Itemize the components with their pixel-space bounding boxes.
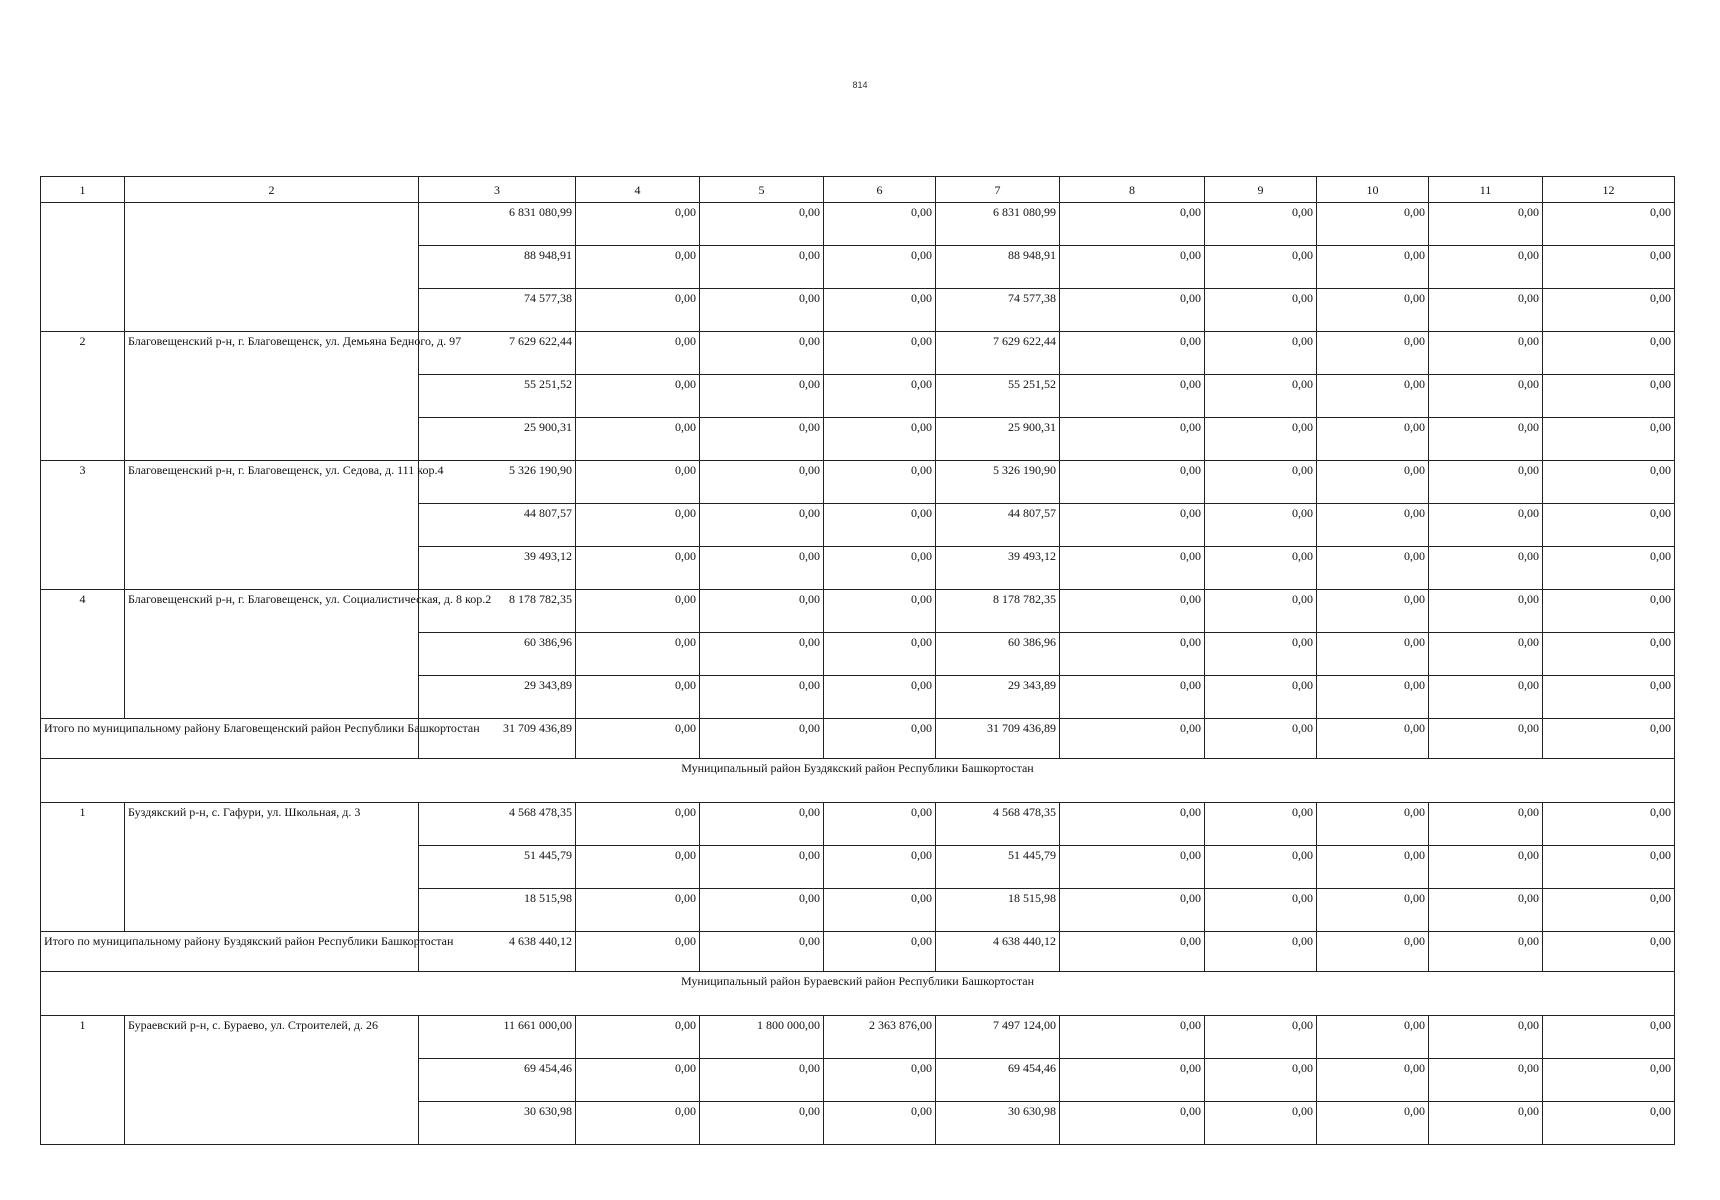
amount-cell: 0,00 [576,375,700,418]
total-amount-cell: 0,00 [1429,719,1543,759]
amount-cell: 0,00 [1317,1059,1429,1102]
amount-cell: 7 497 124,00 [936,1016,1060,1059]
amount-cell: 0,00 [1543,504,1675,547]
address-cell: Благовещенский р-н, г. Благовещенск, ул. Демьяна Бедного, д. 97 [125,332,419,461]
amount-cell: 0,00 [576,504,700,547]
amount-cell: 0,00 [824,547,936,590]
amount-cell: 0,00 [1543,889,1675,932]
column-number-header: 1 [41,177,125,203]
amount-cell: 0,00 [1429,203,1543,246]
amount-cell: 0,00 [576,246,700,289]
amount-cell: 0,00 [1205,633,1317,676]
total-amount-cell: 0,00 [824,932,936,972]
amount-cell: 0,00 [1317,1102,1429,1145]
column-number-header: 8 [1060,177,1205,203]
amount-cell: 0,00 [1429,590,1543,633]
amount-cell: 0,00 [824,889,936,932]
amount-cell: 0,00 [824,375,936,418]
amount-cell: 0,00 [576,418,700,461]
amount-cell: 0,00 [700,1059,824,1102]
total-amount-cell: 0,00 [1317,932,1429,972]
total-amount-cell: 0,00 [1429,932,1543,972]
amount-cell: 0,00 [1429,803,1543,846]
amount-cell: 55 251,52 [419,375,576,418]
amount-cell: 74 577,38 [419,289,576,332]
amount-cell: 4 568 478,35 [419,803,576,846]
amount-cell: 30 630,98 [419,1102,576,1145]
amount-cell: 0,00 [824,846,936,889]
amount-cell: 30 630,98 [936,1102,1060,1145]
amount-cell: 25 900,31 [936,418,1060,461]
row-index-cell [41,203,125,332]
amount-cell: 0,00 [1317,590,1429,633]
amount-cell: 88 948,91 [419,246,576,289]
amount-cell: 0,00 [700,332,824,375]
amount-cell: 0,00 [1317,246,1429,289]
amount-cell: 0,00 [1429,418,1543,461]
amount-cell: 0,00 [824,633,936,676]
amount-cell: 0,00 [1317,418,1429,461]
amount-cell: 6 831 080,99 [419,203,576,246]
amount-cell: 0,00 [1429,676,1543,719]
amount-cell: 0,00 [1060,803,1205,846]
amount-cell: 0,00 [576,633,700,676]
amount-cell: 88 948,91 [936,246,1060,289]
total-amount-cell: 0,00 [1205,932,1317,972]
amount-cell: 0,00 [1060,846,1205,889]
amount-cell: 0,00 [1317,289,1429,332]
amount-cell: 0,00 [576,846,700,889]
total-amount-cell: 0,00 [1543,932,1675,972]
amount-cell: 0,00 [1543,590,1675,633]
amount-cell: 60 386,96 [936,633,1060,676]
amount-cell: 0,00 [1543,203,1675,246]
column-number-header: 5 [700,177,824,203]
amount-cell: 0,00 [1205,246,1317,289]
column-number-header: 9 [1205,177,1317,203]
amount-cell: 0,00 [1429,1016,1543,1059]
amount-cell: 29 343,89 [936,676,1060,719]
amount-cell: 44 807,57 [419,504,576,547]
table-row [41,803,1675,846]
amount-cell: 0,00 [824,1059,936,1102]
district-total-row [41,932,1675,972]
amount-cell: 0,00 [1317,676,1429,719]
total-amount-cell: 0,00 [700,932,824,972]
amount-cell: 0,00 [824,803,936,846]
amount-cell: 0,00 [1429,332,1543,375]
amount-cell: 0,00 [1429,461,1543,504]
amount-cell: 0,00 [1543,1059,1675,1102]
amount-cell: 0,00 [576,1016,700,1059]
amount-cell: 74 577,38 [936,289,1060,332]
amount-cell: 0,00 [824,289,936,332]
amount-cell: 4 568 478,35 [936,803,1060,846]
amount-cell: 0,00 [700,246,824,289]
amount-cell: 0,00 [1060,332,1205,375]
amount-cell: 0,00 [1317,203,1429,246]
amount-cell: 51 445,79 [936,846,1060,889]
address-cell: Бураевский р-н, с. Бураево, ул. Строителей, д. 26 [125,1016,419,1145]
amount-cell: 0,00 [576,332,700,375]
column-number-header: 3 [419,177,576,203]
row-index-cell: 1 [41,803,125,932]
amount-cell: 0,00 [1543,332,1675,375]
total-amount-cell: 0,00 [576,719,700,759]
amount-cell: 0,00 [1060,1102,1205,1145]
amount-cell: 0,00 [576,203,700,246]
table-row [41,1016,1675,1059]
amount-cell: 0,00 [1543,246,1675,289]
amount-cell: 0,00 [1429,889,1543,932]
amount-cell: 0,00 [1543,1016,1675,1059]
amount-cell: 0,00 [1317,846,1429,889]
amount-cell: 2 363 876,00 [824,1016,936,1059]
amount-cell: 0,00 [1543,547,1675,590]
amount-cell: 0,00 [1317,547,1429,590]
amount-cell: 0,00 [1060,375,1205,418]
amount-cell: 0,00 [700,461,824,504]
amount-cell: 0,00 [1205,547,1317,590]
amount-cell: 0,00 [824,1102,936,1145]
amount-cell: 0,00 [1205,332,1317,375]
row-index-cell: 4 [41,590,125,719]
amount-cell: 0,00 [700,547,824,590]
amount-cell: 29 343,89 [419,676,576,719]
amount-cell: 0,00 [576,803,700,846]
amount-cell: 0,00 [700,846,824,889]
amount-cell: 0,00 [1060,504,1205,547]
amount-cell: 6 831 080,99 [936,203,1060,246]
column-number-header: 11 [1429,177,1543,203]
amount-cell: 0,00 [1205,590,1317,633]
address-cell: Буздякский р-н, с. Гафури, ул. Школьная, д. 3 [125,803,419,932]
amount-cell: 0,00 [1543,846,1675,889]
amount-cell: 11 661 000,00 [419,1016,576,1059]
amount-cell: 0,00 [576,1059,700,1102]
amount-cell: 7 629 622,44 [419,332,576,375]
total-amount-cell: 0,00 [576,932,700,972]
amount-cell: 0,00 [1543,375,1675,418]
column-number-header: 10 [1317,177,1429,203]
amount-cell: 0,00 [700,289,824,332]
amount-cell: 0,00 [1543,289,1675,332]
total-amount-cell: 0,00 [1060,719,1205,759]
amount-cell: 8 178 782,35 [936,590,1060,633]
amount-cell: 0,00 [700,504,824,547]
amount-cell: 0,00 [700,590,824,633]
column-number-header: 2 [125,177,419,203]
table-row [41,590,1675,633]
amount-cell: 0,00 [1543,1102,1675,1145]
amount-cell: 0,00 [1060,633,1205,676]
amount-cell: 0,00 [1205,461,1317,504]
amount-cell: 0,00 [1205,1059,1317,1102]
amount-cell: 0,00 [700,803,824,846]
total-amount-cell: 0,00 [1060,932,1205,972]
budget-table [40,176,1675,1145]
amount-cell: 0,00 [1543,461,1675,504]
column-number-header: 6 [824,177,936,203]
amount-cell: 0,00 [700,1102,824,1145]
amount-cell: 0,00 [1060,461,1205,504]
amount-cell: 0,00 [576,1102,700,1145]
amount-cell: 0,00 [1543,418,1675,461]
amount-cell: 0,00 [700,633,824,676]
district-section-title: Муниципальный район Буздякский район Республики Башкортостан [41,759,1675,803]
table-header-row [41,177,1675,203]
amount-cell: 0,00 [1429,547,1543,590]
table-row [41,461,1675,504]
amount-cell: 0,00 [824,676,936,719]
amount-cell: 0,00 [824,332,936,375]
amount-cell: 0,00 [824,504,936,547]
amount-cell: 0,00 [576,547,700,590]
address-cell: Благовещенский р-н, г. Благовещенск, ул. Седова, д. 111 кор.4 [125,461,419,590]
amount-cell: 0,00 [824,590,936,633]
amount-cell: 0,00 [1429,846,1543,889]
table-row [41,332,1675,375]
district-total-label: Итого по муниципальному району Благовещенский район Республики Башкортостан [41,719,419,759]
amount-cell: 0,00 [700,676,824,719]
total-amount-cell: 4 638 440,12 [419,932,576,972]
amount-cell: 18 515,98 [936,889,1060,932]
row-index-cell: 2 [41,332,125,461]
amount-cell: 0,00 [576,889,700,932]
amount-cell: 0,00 [1205,375,1317,418]
amount-cell: 0,00 [1429,289,1543,332]
table-row [41,203,1675,246]
amount-cell: 51 445,79 [419,846,576,889]
amount-cell: 8 178 782,35 [419,590,576,633]
amount-cell: 0,00 [1317,889,1429,932]
amount-cell: 7 629 622,44 [936,332,1060,375]
address-cell: Благовещенский р-н, г. Благовещенск, ул. Социалистическая, д. 8 кор.2 [125,590,419,719]
amount-cell: 0,00 [1205,1016,1317,1059]
amount-cell: 0,00 [1060,203,1205,246]
amount-cell: 0,00 [1060,246,1205,289]
district-section-row [41,972,1675,1016]
amount-cell: 0,00 [1429,246,1543,289]
amount-cell: 0,00 [1317,461,1429,504]
amount-cell: 25 900,31 [419,418,576,461]
row-index-cell: 3 [41,461,125,590]
amount-cell: 0,00 [1060,289,1205,332]
row-index-cell: 1 [41,1016,125,1145]
amount-cell: 5 326 190,90 [419,461,576,504]
amount-cell: 0,00 [700,203,824,246]
total-amount-cell: 0,00 [1205,719,1317,759]
total-amount-cell: 4 638 440,12 [936,932,1060,972]
amount-cell: 0,00 [576,289,700,332]
amount-cell: 0,00 [1060,590,1205,633]
amount-cell: 0,00 [700,418,824,461]
amount-cell: 44 807,57 [936,504,1060,547]
amount-cell: 0,00 [1317,504,1429,547]
amount-cell: 0,00 [1429,1059,1543,1102]
total-amount-cell: 31 709 436,89 [936,719,1060,759]
amount-cell: 0,00 [1205,889,1317,932]
total-amount-cell: 0,00 [1543,719,1675,759]
amount-cell: 0,00 [1060,1059,1205,1102]
amount-cell: 0,00 [1205,1102,1317,1145]
amount-cell: 18 515,98 [419,889,576,932]
amount-cell: 0,00 [1429,1102,1543,1145]
amount-cell: 0,00 [1060,889,1205,932]
amount-cell: 0,00 [824,246,936,289]
column-number-header: 4 [576,177,700,203]
address-cell [125,203,419,332]
amount-cell: 39 493,12 [419,547,576,590]
district-total-label: Итого по муниципальному району Буздякский район Республики Башкортостан [41,932,419,972]
amount-cell: 69 454,46 [419,1059,576,1102]
amount-cell: 0,00 [700,889,824,932]
amount-cell: 0,00 [1060,676,1205,719]
amount-cell: 0,00 [1205,289,1317,332]
amount-cell: 0,00 [1543,803,1675,846]
total-amount-cell: 0,00 [700,719,824,759]
amount-cell: 39 493,12 [936,547,1060,590]
amount-cell: 0,00 [1543,676,1675,719]
amount-cell: 0,00 [1317,633,1429,676]
amount-cell: 0,00 [1317,803,1429,846]
amount-cell: 0,00 [1429,504,1543,547]
column-number-header: 12 [1543,177,1675,203]
amount-cell: 0,00 [1205,676,1317,719]
amount-cell: 0,00 [1317,375,1429,418]
amount-cell: 69 454,46 [936,1059,1060,1102]
district-section-row [41,759,1675,803]
amount-cell: 0,00 [1205,846,1317,889]
amount-cell: 0,00 [1205,504,1317,547]
column-number-header: 7 [936,177,1060,203]
amount-cell: 0,00 [1429,375,1543,418]
amount-cell: 0,00 [700,375,824,418]
amount-cell: 0,00 [1205,803,1317,846]
amount-cell: 0,00 [576,461,700,504]
amount-cell: 0,00 [1205,418,1317,461]
district-total-row [41,719,1675,759]
amount-cell: 0,00 [1543,633,1675,676]
total-amount-cell: 0,00 [824,719,936,759]
amount-cell: 0,00 [1060,418,1205,461]
amount-cell: 0,00 [576,676,700,719]
amount-cell: 60 386,96 [419,633,576,676]
total-amount-cell: 0,00 [1317,719,1429,759]
amount-cell: 0,00 [576,590,700,633]
amount-cell: 0,00 [1317,1016,1429,1059]
district-section-title: Муниципальный район Бураевский район Республики Башкортостан [41,972,1675,1016]
amount-cell: 0,00 [1060,1016,1205,1059]
amount-cell: 0,00 [824,461,936,504]
amount-cell: 0,00 [1205,203,1317,246]
amount-cell: 0,00 [824,418,936,461]
amount-cell: 5 326 190,90 [936,461,1060,504]
page-number: 814 [852,80,868,90]
amount-cell: 0,00 [1317,332,1429,375]
amount-cell: 0,00 [824,203,936,246]
amount-cell: 0,00 [1429,633,1543,676]
amount-cell: 55 251,52 [936,375,1060,418]
amount-cell: 1 800 000,00 [700,1016,824,1059]
amount-cell: 0,00 [1060,547,1205,590]
total-amount-cell: 31 709 436,89 [419,719,576,759]
